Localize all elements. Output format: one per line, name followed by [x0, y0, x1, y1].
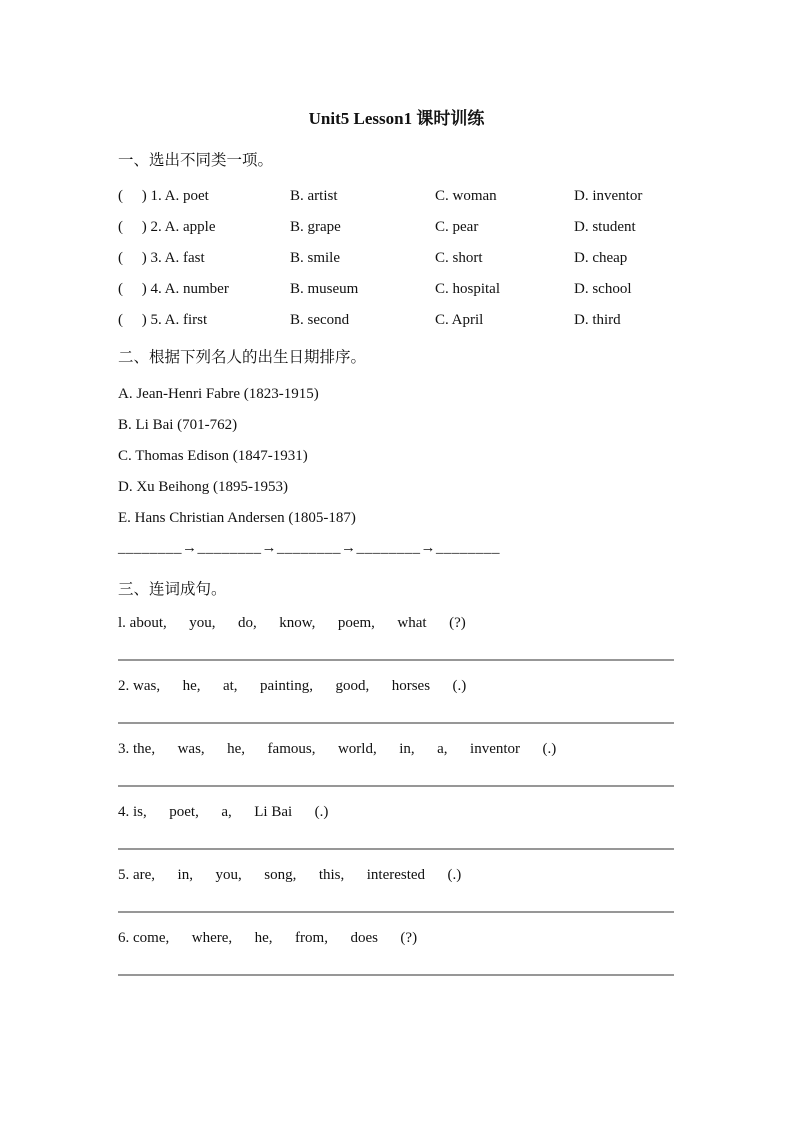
q4-option-c: C. hospital — [435, 281, 501, 297]
answer-line-1 — [118, 659, 674, 661]
q1-option-a: ( ) 1. A. poet — [118, 188, 209, 204]
q1-option-d: D. inventor — [574, 188, 643, 204]
q5-option-a: ( ) 5. A. first — [118, 312, 208, 328]
q1-option-b: B. artist — [290, 188, 338, 204]
answer-line-4 — [118, 848, 674, 850]
q2-option-c: C. pear — [435, 219, 479, 235]
answer-line-5 — [118, 911, 674, 913]
page-title: Unit5 Lesson1 课时训练 — [308, 109, 485, 128]
rearrange-item-2: 2. was, he, at, painting, good, horses (.) — [118, 678, 467, 694]
celebrity-item-e: E. Hans Christian Andersen (1805-187) — [118, 510, 356, 526]
celebrity-item-d: D. Xu Beihong (1895-1953) — [118, 479, 288, 495]
rearrange-item-3: 3. the, was, he, famous, world, in, a, inventor (.) — [118, 741, 557, 757]
rearrange-item-6: 6. come, where, he, from, does (?) — [118, 930, 418, 946]
rearrange-item-5: 5. are, in, you, song, this, interested (.) — [118, 867, 462, 883]
answer-line-2 — [118, 722, 674, 724]
celebrity-item-c: C. Thomas Edison (1847-1931) — [118, 448, 308, 464]
answer-line-6 — [118, 974, 674, 976]
question-row-4 — [118, 281, 674, 299]
section1-heading: 一、选出不同类一项。 — [118, 152, 274, 169]
q5-option-c: C. April — [435, 312, 484, 328]
question-row-2 — [118, 219, 674, 237]
q3-option-d: D. cheap — [574, 250, 628, 266]
question-row-5 — [118, 312, 674, 330]
q2-option-b: B. grape — [290, 219, 341, 235]
q3-option-b: B. smile — [290, 250, 341, 266]
section3-heading: 三、连词成句。 — [118, 581, 227, 598]
q3-option-a: ( ) 3. A. fast — [118, 250, 205, 266]
q3-option-c: C. short — [435, 250, 483, 266]
q5-option-b: B. second — [290, 312, 350, 328]
q5-option-d: D. third — [574, 312, 621, 328]
q4-option-d: D. school — [574, 281, 632, 297]
q1-option-c: C. woman — [435, 188, 497, 204]
answer-line-3 — [118, 785, 674, 787]
rearrange-item-1: l. about, you, do, know, poem, what (?) — [118, 615, 466, 631]
section2-heading: 二、根据下列名人的出生日期排序。 — [118, 349, 367, 366]
q4-option-b: B. museum — [290, 281, 359, 297]
question-row-1 — [118, 188, 674, 206]
q4-option-a: ( ) 4. A. number — [118, 281, 229, 297]
q2-option-a: ( ) 2. A. apple — [118, 219, 216, 235]
rearrange-item-4: 4. is, poet, a, Li Bai (.) — [118, 804, 329, 820]
ordering-answer-blanks: ________→________→________→________→________ — [118, 540, 500, 556]
q2-option-d: D. student — [574, 219, 636, 235]
celebrity-item-b: B. Li Bai (701-762) — [118, 417, 238, 433]
celebrity-item-a: A. Jean-Henri Fabre (1823-1915) — [118, 386, 319, 402]
question-row-3 — [118, 250, 674, 268]
